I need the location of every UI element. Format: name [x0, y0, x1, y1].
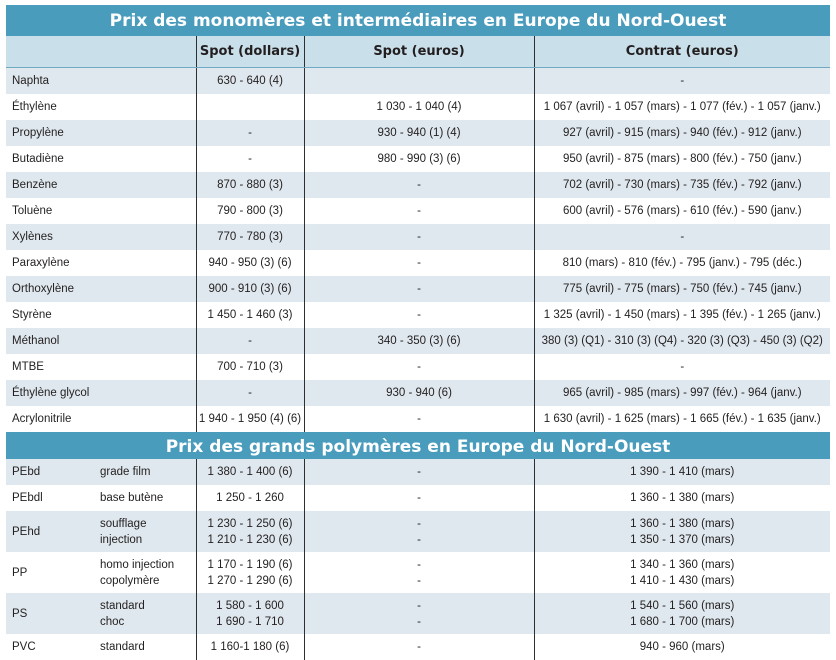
table-row — [6, 328, 830, 354]
product-name: Éthylène — [6, 94, 196, 120]
table-row — [6, 302, 830, 328]
table-row — [6, 511, 830, 552]
spot-dollars-cell: - — [196, 380, 304, 406]
product-name: Butadiène — [6, 146, 196, 172]
contrat-euros-cell: 950 (avril) - 875 (mars) - 800 (fév.) - 750 (janv.) — [534, 146, 830, 172]
spot-euros-cell: - — [304, 634, 534, 660]
section2-title: Prix des grands polymères en Europe du Nord-Ouest — [6, 435, 830, 459]
spot-euros-cell: 930 - 940 (6) — [304, 380, 534, 406]
table-row — [6, 380, 830, 406]
polymer-name: PVC — [6, 634, 94, 660]
spot-euros-cell: - - — [304, 552, 534, 593]
header-empty — [6, 36, 196, 68]
contrat-euros-cell: 1 360 - 1 380 (mars) — [534, 485, 830, 511]
table-row — [6, 276, 830, 302]
product-name: Méthanol — [6, 328, 196, 354]
spot-dollars-cell: - — [196, 146, 304, 172]
spot-dollars-cell: - — [196, 120, 304, 146]
contrat-euros-cell: 1 540 - 1 560 (mars) 1 680 - 1 700 (mars) — [534, 593, 830, 634]
contrat-euros-cell: 940 - 960 (mars) — [534, 634, 830, 660]
spot-euros-cell: - — [304, 250, 534, 276]
contrat-euros-cell: 1 325 (avril) - 1 450 (mars) - 1 395 (fév.) - 1 265 (janv.) — [534, 302, 830, 328]
contrat-euros-cell: 380 (3) (Q1) - 310 (3) (Q4) - 320 (3) (Q3) - 450 (3) (Q2) — [534, 328, 830, 354]
polymers-table — [6, 432, 830, 660]
spot-dollars-cell: 1 170 - 1 190 (6) 1 270 - 1 290 (6) — [196, 552, 304, 593]
spot-euros-cell — [304, 68, 534, 95]
table-row — [6, 120, 830, 146]
spot-dollars-cell: 630 - 640 (4) — [196, 68, 304, 95]
table-row — [6, 224, 830, 250]
section2-title-row — [6, 435, 830, 459]
spot-dollars-cell: 870 - 880 (3) — [196, 172, 304, 198]
spot-euros-cell: - — [304, 276, 534, 302]
polymer-name: PEhd — [6, 511, 94, 552]
contrat-euros-cell: 702 (avril) - 730 (mars) - 735 (fév.) - 792 (janv.) — [534, 172, 830, 198]
table-row — [6, 406, 830, 432]
spot-euros-cell: 980 - 990 (3) (6) — [304, 146, 534, 172]
spot-euros-cell: - — [304, 406, 534, 432]
spot-euros-cell: - — [304, 485, 534, 511]
table-row — [6, 94, 830, 120]
spot-euros-cell: - — [304, 302, 534, 328]
polymer-grade: standard choc — [94, 593, 196, 634]
polymer-grade: grade film — [94, 459, 196, 485]
section1-title: Prix des monomères et intermédiaires en Europe du Nord-Ouest — [6, 5, 830, 36]
table-row — [6, 250, 830, 276]
product-name: Orthoxylène — [6, 276, 196, 302]
spot-euros-cell: 340 - 350 (3) (6) — [304, 328, 534, 354]
contrat-euros-cell: 1 630 (avril) - 1 625 (mars) - 1 665 (fév.) - 1 635 (janv.) — [534, 406, 830, 432]
product-name: Propylène — [6, 120, 196, 146]
spot-dollars-cell: 1 250 - 1 260 — [196, 485, 304, 511]
spot-euros-cell: - — [304, 172, 534, 198]
spot-euros-cell: - — [304, 354, 534, 380]
contrat-euros-cell: 1 067 (avril) - 1 057 (mars) - 1 077 (fév.) - 1 057 (janv.) — [534, 94, 830, 120]
contrat-euros-cell: 600 (avril) - 576 (mars) - 610 (fév.) - 590 (janv.) — [534, 198, 830, 224]
table-row — [6, 354, 830, 380]
product-name: Paraxylène — [6, 250, 196, 276]
product-name: MTBE — [6, 354, 196, 380]
polymer-grade: soufflage injection — [94, 511, 196, 552]
table-row — [6, 593, 830, 634]
spot-euros-cell: - — [304, 224, 534, 250]
spot-dollars-cell: 700 - 710 (3) — [196, 354, 304, 380]
contrat-euros-cell: - — [534, 68, 830, 95]
contrat-euros-cell: 965 (avril) - 985 (mars) - 997 (fév.) - 964 (janv.) — [534, 380, 830, 406]
product-name: Acrylonitrile — [6, 406, 196, 432]
polymer-name: PEbdl — [6, 485, 94, 511]
spot-dollars-cell: 1 380 - 1 400 (6) — [196, 459, 304, 485]
column-header-row — [6, 36, 830, 68]
section1-title-row — [6, 5, 830, 36]
table-row — [6, 198, 830, 224]
spot-euros-cell: 1 030 - 1 040 (4) — [304, 94, 534, 120]
product-name: Éthylène glycol — [6, 380, 196, 406]
product-name: Benzène — [6, 172, 196, 198]
spot-euros-cell: - — [304, 198, 534, 224]
product-name: Toluène — [6, 198, 196, 224]
contrat-euros-cell: 810 (mars) - 810 (fév.) - 795 (janv.) - 795 (déc.) — [534, 250, 830, 276]
contrat-euros-cell: 1 340 - 1 360 (mars) 1 410 - 1 430 (mars) — [534, 552, 830, 593]
spot-dollars-cell: 790 - 800 (3) — [196, 198, 304, 224]
contrat-euros-cell: 775 (avril) - 775 (mars) - 750 (fév.) - 745 (janv.) — [534, 276, 830, 302]
spot-euros-cell: - - — [304, 511, 534, 552]
polymer-grade: standard — [94, 634, 196, 660]
spot-dollars-cell: 1 580 - 1 600 1 690 - 1 710 — [196, 593, 304, 634]
contrat-euros-cell: 1 360 - 1 380 (mars) 1 350 - 1 370 (mars) — [534, 511, 830, 552]
table-row — [6, 172, 830, 198]
price-tables — [6, 5, 830, 656]
polymer-grade: homo injection copolymère — [94, 552, 196, 593]
table-row — [6, 634, 830, 660]
header-spot-euros: Spot (euros) — [304, 36, 534, 68]
spot-dollars-cell — [196, 94, 304, 120]
spot-dollars-cell: - — [196, 328, 304, 354]
polymer-name: PS — [6, 593, 94, 634]
table-row — [6, 485, 830, 511]
product-name: Styrène — [6, 302, 196, 328]
header-contrat-euros: Contrat (euros) — [534, 36, 830, 68]
spot-euros-cell: 930 - 940 (1) (4) — [304, 120, 534, 146]
contrat-euros-cell: - — [534, 224, 830, 250]
polymer-name: PEbd — [6, 459, 94, 485]
product-name: Xylènes — [6, 224, 196, 250]
spot-euros-cell: - - — [304, 593, 534, 634]
spot-dollars-cell: 770 - 780 (3) — [196, 224, 304, 250]
spot-dollars-cell: 1 160-1 180 (6) — [196, 634, 304, 660]
table-row — [6, 68, 830, 95]
header-spot-dollars: Spot (dollars) — [196, 36, 304, 68]
table-row — [6, 552, 830, 593]
contrat-euros-cell: 927 (avril) - 915 (mars) - 940 (fév.) - 912 (janv.) — [534, 120, 830, 146]
monomers-table — [6, 5, 830, 432]
table-row — [6, 459, 830, 485]
contrat-euros-cell: - — [534, 354, 830, 380]
table-row — [6, 146, 830, 172]
product-name: Naphta — [6, 68, 196, 95]
spot-dollars-cell: 900 - 910 (3) (6) — [196, 276, 304, 302]
contrat-euros-cell: 1 390 - 1 410 (mars) — [534, 459, 830, 485]
polymer-name: PP — [6, 552, 94, 593]
spot-dollars-cell: 1 940 - 1 950 (4) (6) — [196, 406, 304, 432]
spot-dollars-cell: 1 230 - 1 250 (6) 1 210 - 1 230 (6) — [196, 511, 304, 552]
spot-dollars-cell: 940 - 950 (3) (6) — [196, 250, 304, 276]
spot-euros-cell: - — [304, 459, 534, 485]
spot-dollars-cell: 1 450 - 1 460 (3) — [196, 302, 304, 328]
polymer-grade: base butène — [94, 485, 196, 511]
